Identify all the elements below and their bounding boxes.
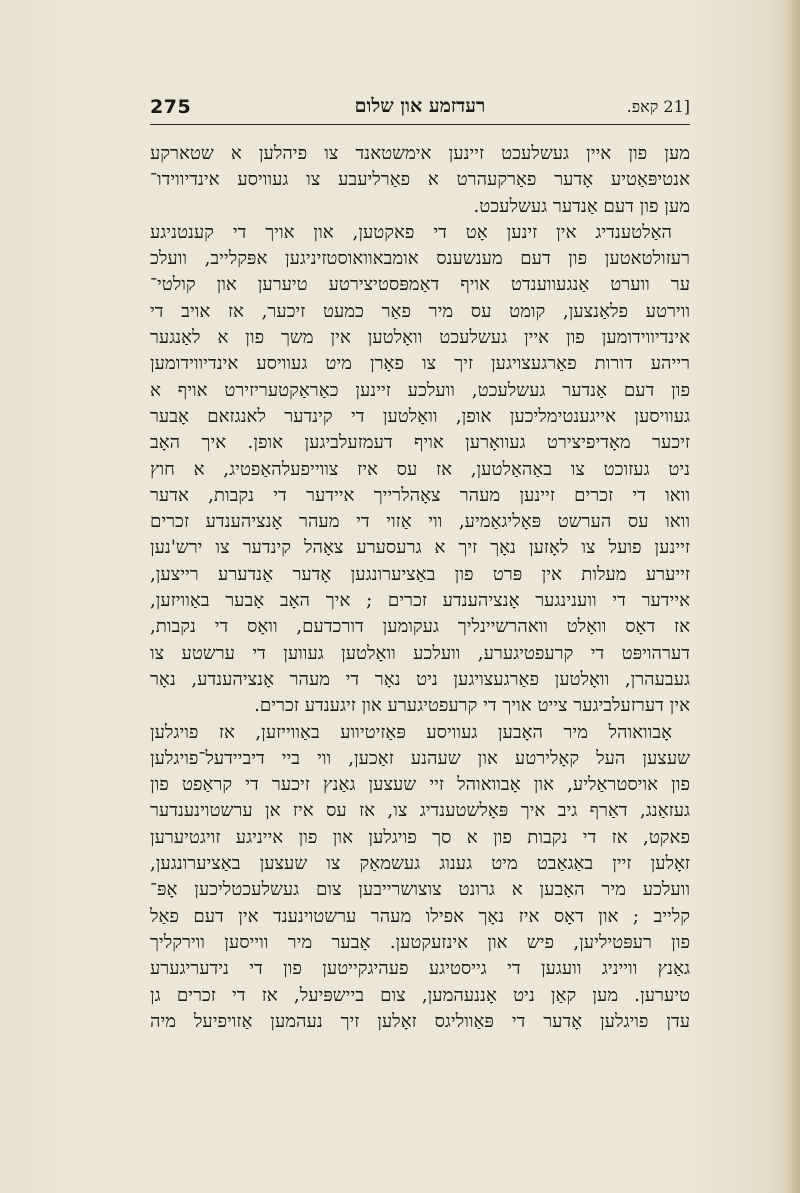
text-line: וואו עס הערשט פּאָליגאַמיע, ווי אַזוי די מעהר אָנציהענדע זכרים <box>150 511 690 533</box>
text-line: דערהויפּט די קרעפטיגערע, וועלכע וואָלטען געווען די ערשטע צו <box>150 642 690 664</box>
page-number: 275 <box>150 96 192 118</box>
text-line: עדן פויגלען אָדער די פּאַווליגס זאָלען זיך נעהמען אַזויפיעל מיה <box>150 1010 690 1032</box>
page-header <box>150 94 690 125</box>
text-line: געוויסען אייגענטימליכען אופן, וואָלטען די קינדער לאנגזאם אָבער <box>150 405 690 427</box>
text-line: ער ווערט אַנגעווענדט אויף דאַמפּסטיצירטע טיערען און קולטי־ <box>150 274 690 296</box>
text-line: טיערען. מען קאַן ניט אָננעהמען, צום ביישפּיעל, אז די זכרים גן <box>150 984 690 1006</box>
text-line: געבעהרן, וואָלטען פאַרגעצויגען ניט נאָר די מעהר אָנציהענדע, נאָר <box>150 668 690 690</box>
text-line: זיינען פועל צו לאָזען נאָך זיך א גרעסערע צאָהל קינדער צו ירש'נען <box>150 537 690 559</box>
text-line: מען פון איין געשלעכט זיינען אימשטאנד צו פיהלען א שטארקע <box>150 143 690 164</box>
text-line: וואו די זכרים זיינען מעהר צאָהלרייך איידער די נקבות, אדער <box>150 484 690 506</box>
text-line: פון אויסטראַליע, און אָבוואוהל זיי שעצען גאַנץ זיכער די קראַפט פון <box>150 774 690 796</box>
text-line: ניט געזוכט צו באַהאַלטען, אז עס איז צווייפעלהאַפטיג, א חוץ <box>150 458 690 480</box>
body-text <box>150 141 690 1035</box>
text-line: קלייב ; און דאָס איז נאָך אפילו מעהר ערשטוינענד אין דעם פאַל <box>150 905 690 927</box>
text-line: גאַנץ ווייניג וועגען די גייסטיגע פעהיגקייטען פון די נידעריגערע <box>150 958 690 980</box>
text-line: פון רעפּטיליען, פיש און אינזעקטען. אָבער מיר ווייסען ווירקליך <box>150 931 690 953</box>
page-edge-shadow <box>786 0 800 1193</box>
running-title: רעדזמע און שלום <box>354 95 486 117</box>
text-line: ווירטע פלאַנצען, קומט עס מיר פאַר כמעט זיכער, אז אויב די <box>150 300 690 322</box>
text-line: רעזולטאטען פון דעם מענשענס אומבאוואוסטזיניגען אפּקלייב, וועלכ <box>150 248 690 270</box>
text-line: מען פון דעם אַנדער געשלעכט. <box>473 195 690 217</box>
text-line: זאָלען זיין באַגאַבט מיט גענוג געשמאַק צו שעצען באַציערונגען, <box>150 853 690 875</box>
text-line: פון דעם אַנדער געשלעכט, וועלכע זיינען כאַראַקטעריזירט אויף א <box>150 379 690 401</box>
text-line: אנטיפּאַטיע אָדער פאַרקעהרט א פאַרליעבע צו געוויסע אינדיווידו־ <box>150 169 690 191</box>
text-line: אין דערזעלביגער צייט אויך די קרעפטיגערע און זיגענדע זכרים. <box>254 695 690 717</box>
text-line: זייערע מעלות אין פּרט פון באַציערונגען אָדער אַנדערע רייצען, <box>150 563 690 585</box>
text-line: וועלכע מיר האָבען א גרונט צוצושרייבען צום געשלעכטליכען אָפּ־ <box>150 879 690 901</box>
text-line: זיכער מאָדיפיצירט געוואָרען אויף דעמזעלביגען אופן. איך האָב <box>150 432 690 454</box>
text-line: שעצען העל קאָלירטע און שעהנע זאַכען, ווי ביי דיביידעל־פויגלען <box>150 747 690 769</box>
text-line: געזאַנג, דאַרף גיב איך פּאָלשטענדיג צו, אז עס איז אן ערשטוינענדער <box>150 800 690 822</box>
text-line: אָבוואוהל מיר האָבען געוויסע פּאַזיטיווע באַווייזען, אז פויגלען <box>150 721 672 743</box>
text-line: רייהע דורות פאַרגעצויגען זיך צו פאָרן מיט געוויסע אינדיווידומען <box>150 353 690 375</box>
text-line: האַלטענדיג אין זינען אָט די פאקטען, און אויך די קענטניגע <box>150 221 672 243</box>
text-line: איידער די ווענינגער אָנציהענדע זכרים ; איך האָב אָבער באַוויזען, <box>150 590 690 612</box>
text-line: פאקט, אז די נקבות פון א סך פויגלען און פון אייניגע זויגטיערען <box>150 826 690 848</box>
text-line: אז דאָס וואָלט וואהרשיינליך געקומען דורכדעם, וואָס די נקבות, <box>150 616 690 638</box>
chapter-marker: [21 קאפ. <box>626 97 690 116</box>
text-line: אינדיווידומען פון איין געשלעכט וואָלטען אין משך פון א לאַנגער <box>150 327 690 349</box>
